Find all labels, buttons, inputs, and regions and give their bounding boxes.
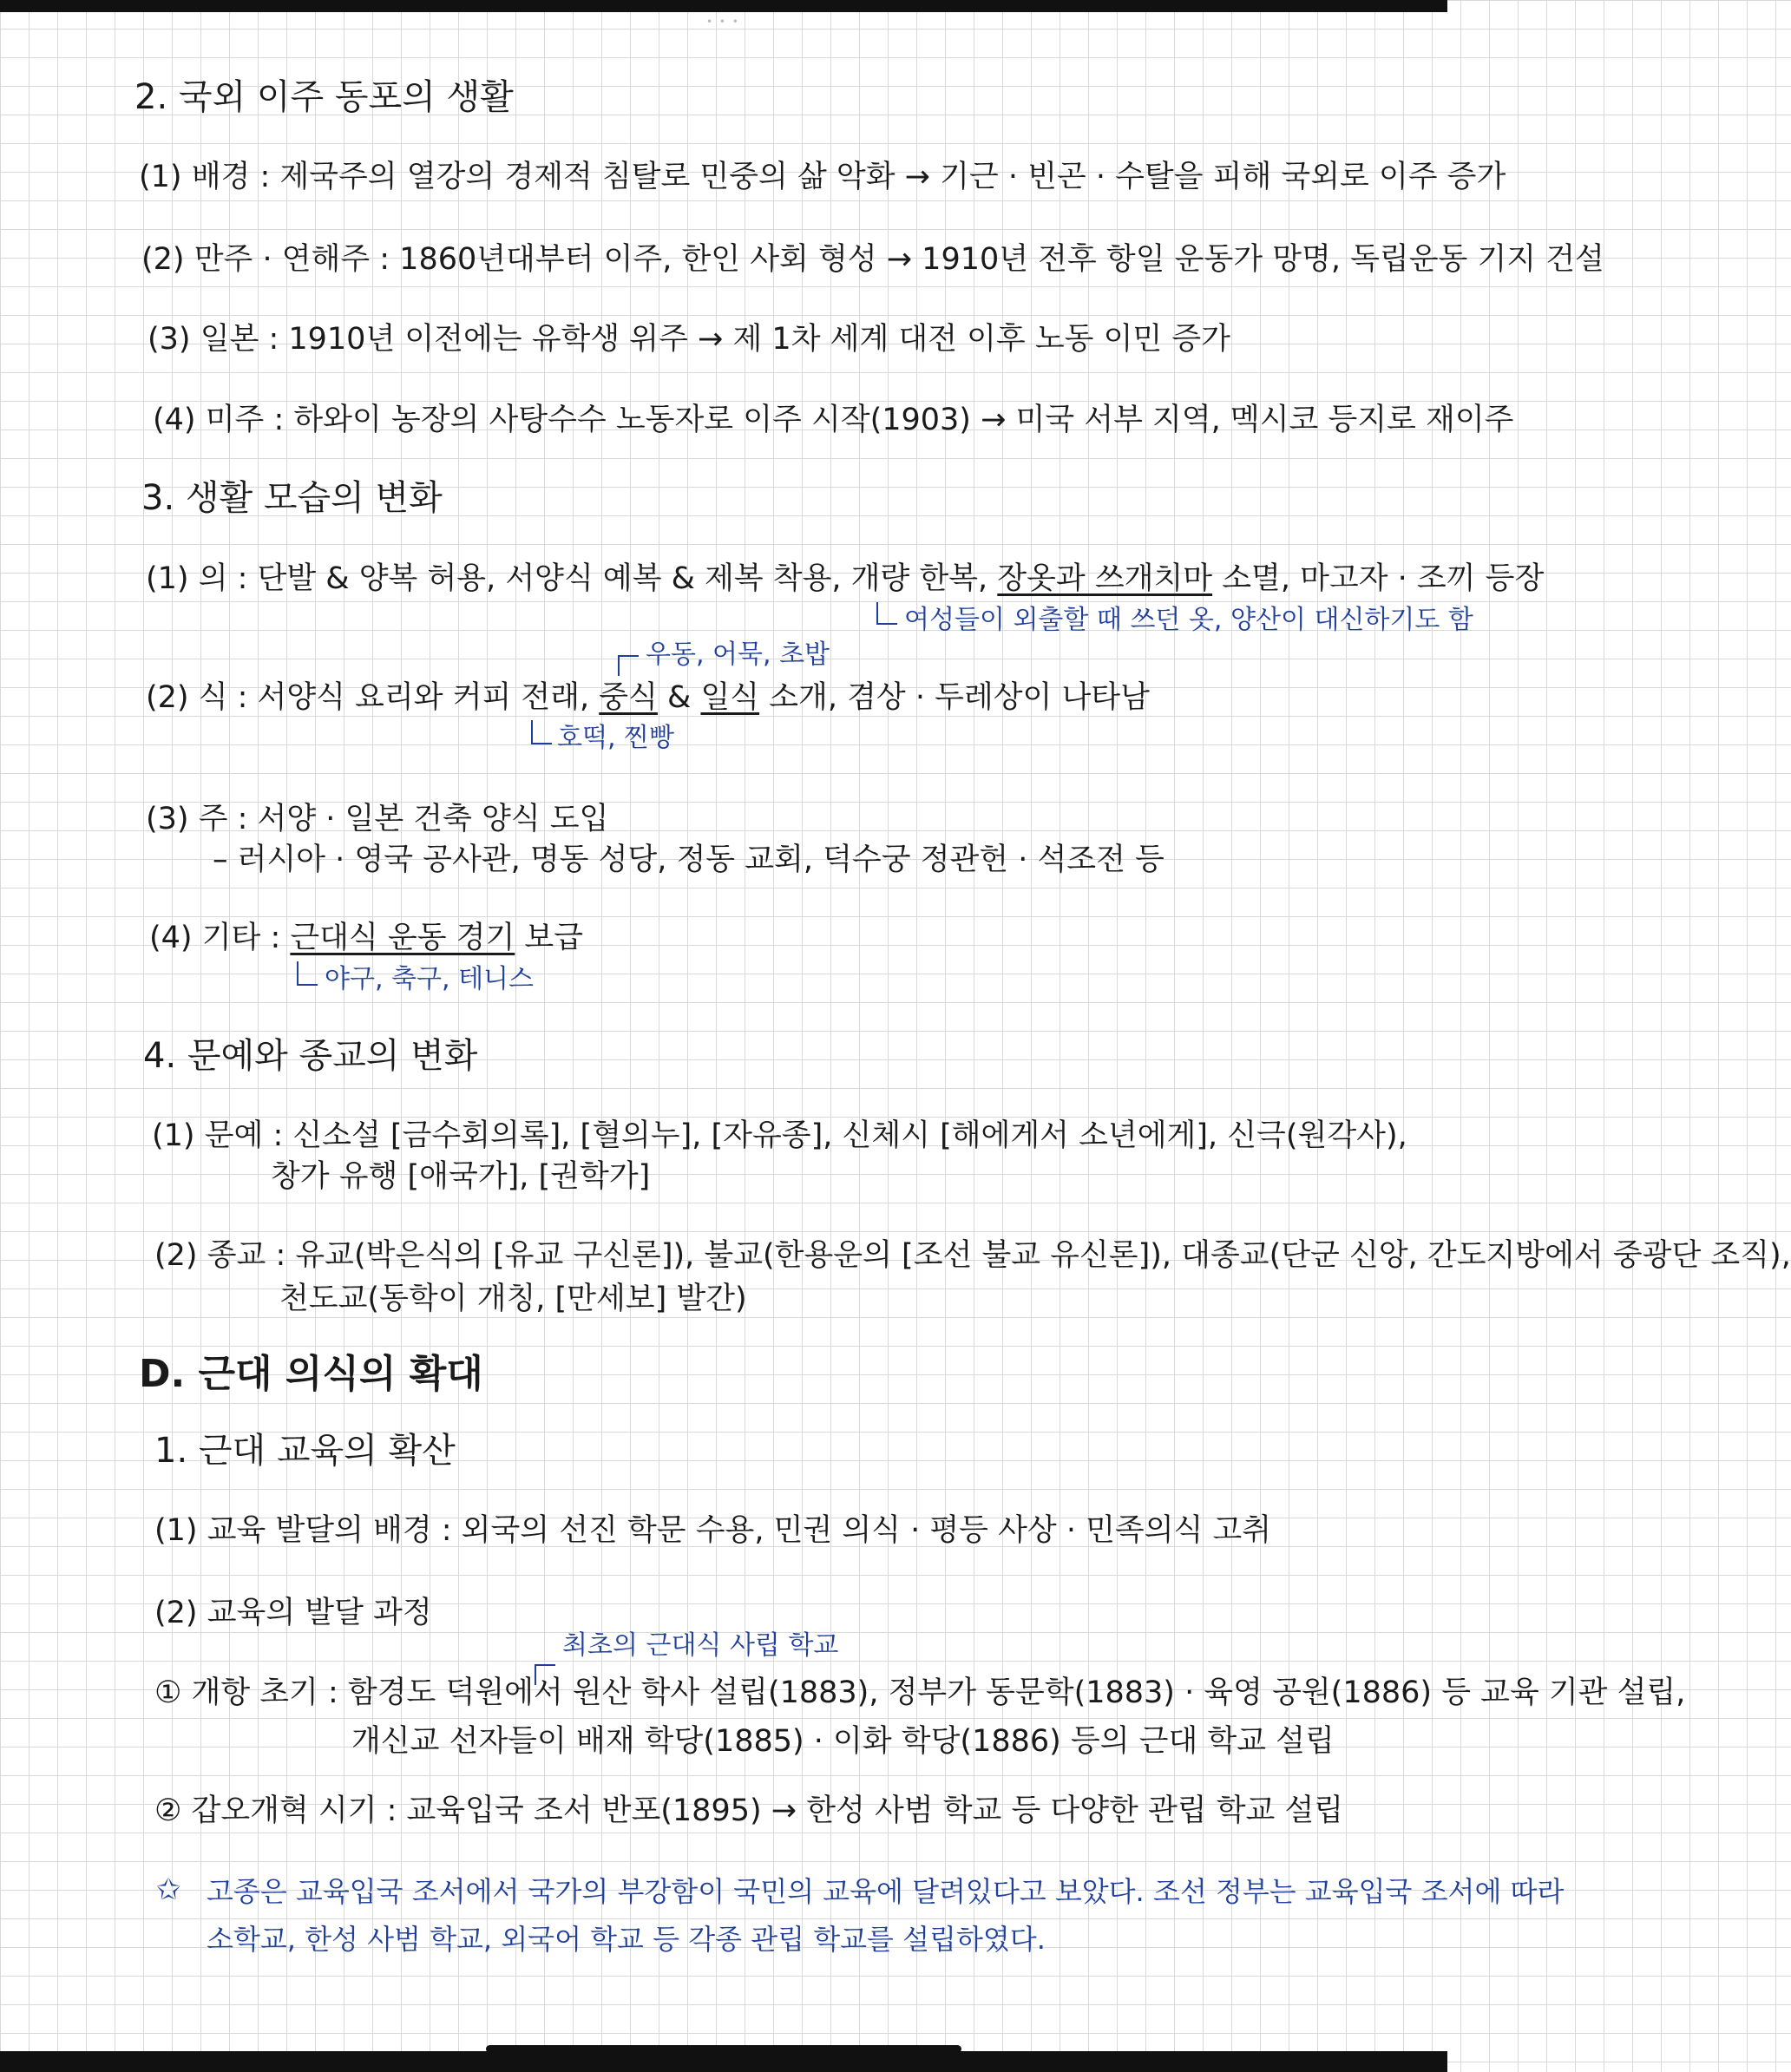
heading-emigrant-life: 2. 국외 이주 동포의 생활 [134,77,514,117]
note-gojong-1: 고종은 교육입국 조서에서 국가의 부강함이 국민의 교육에 달려있다고 보았다. 조선 정부는 교육입국 조서에 따라 [207,1875,1565,1908]
line-early-opening-1: ① 개항 초기 : 함경도 덕원에서 원산 학사 설립(1883), 정부가 동문학(1883) · 육영 공원(1886) 등 교육 기관 설립, [154,1675,1686,1710]
heading-culture-religion: 4. 문예와 종교의 변화 [143,1036,478,1076]
food-chinese: 중식 [599,680,658,715]
other-text-end: 보급 [515,921,584,955]
clothing-underlined: 장옷과 쓰개치마 [997,561,1213,596]
heading-modern-awareness: D. 근대 의식의 확대 [139,1352,483,1396]
food-text-end: 소개, 겸상 · 두레상이 나타남 [759,680,1150,715]
clothing-text: (1) 의 : 단발 & 양복 허용, 서양식 예복 & 제복 착용, 개량 한복, [146,561,998,596]
line-literature-2: 창가 유행 [애국가], [권학가] [271,1159,651,1194]
line-clothing [146,562,1544,596]
line-america: (4) 미주 : 하와이 농장의 사탕수수 노동자로 이주 시작(1903) → 미국 서부 지역, 멕시코 등지로 재이주 [153,403,1514,437]
line-food [146,681,1150,715]
heading-modern-education: 1. 근대 교육의 확산 [154,1431,456,1471]
clothing-text-end: 소멸, 마고자 · 조끼 등장 [1212,561,1545,596]
food-japanese: 일식 [700,680,760,715]
food-text: (2) 식 : 서양식 요리와 커피 전래, [146,680,600,715]
line-education-background: (1) 교육 발달의 배경 : 외국의 선진 학문 수용, 민권 의식 · 평등 사상 · 민족의식 고취 [154,1513,1272,1548]
food-amp: & [657,680,701,715]
note-arrow-icon [618,655,639,676]
note-arrow-icon [297,961,318,986]
line-religion-2: 천도교(동학이 개칭, [만세보] 발간) [279,1282,747,1316]
multitask-dots-icon[interactable]: • • • [706,16,740,28]
line-japan: (3) 일본 : 1910년 이전에는 유학생 위주 → 제 1차 세계 대전 이후 노동 이민 증가 [148,322,1230,357]
line-early-opening-2: 개신교 선자들이 배재 학당(1885) · 이화 학당(1886) 등의 근대 학교 설립 [351,1724,1335,1759]
note-arrow-icon [531,720,552,744]
top-bezel [0,0,1447,12]
note-first-private-school: 최초의 근대식 사립 학교 [562,1630,839,1661]
line-literature-1: (1) 문예 : 신소설 [금수회의록], [혈의누], [자유종], 신체시 [해에게서 소년에게], 신극(원각사), [152,1118,1407,1153]
note-arrow-icon [876,602,897,625]
line-housing-detail: – 러시아 · 영국 공사관, 명동 성당, 정동 교회, 덕수궁 정관헌 · 석조전 등 [213,843,1164,877]
line-housing: (3) 주 : 서양 · 일본 건축 양식 도입 [146,802,609,836]
line-manchuria: (2) 만주 · 연해주 : 1860년대부터 이주, 한인 사회 형성 → 1910년 전후 항일 운동가 망명, 독립운동 기지 건설 [141,242,1604,277]
note-clothing: 여성들이 외출할 때 쓰던 옷, 양산이 대신하기도 함 [904,605,1473,635]
other-underlined: 근대식 운동 경기 [290,921,515,955]
star-icon: ✩ [156,1872,181,1907]
line-education-process: (2) 교육의 발달 과정 [154,1596,432,1630]
note-japanese-food: 우동, 어묵, 초밥 [646,639,830,670]
note-chinese-food: 호떡, 찐빵 [557,723,674,753]
other-text: (4) 기타 : [149,921,291,955]
line-background: (1) 배경 : 제국주의 열강의 경제적 침탈로 민중의 삶 악화 → 기근 · 빈곤 · 수탈을 피해 국외로 이주 증가 [139,160,1506,194]
line-religion-1: (2) 종교 : 유교(박은식의 [유교 구신론]), 불교(한용운의 [조선 불교 유신론]), 대종교(단군 신앙, 간도지방에서 중광단 조직), [154,1238,1791,1273]
heading-life-changes: 3. 생활 모습의 변화 [141,478,443,518]
note-sports: 야구, 축구, 테니스 [325,964,535,994]
bottom-bezel [0,2051,1447,2072]
line-other [149,921,583,955]
note-gojong-2: 소학교, 한성 사범 학교, 외국어 학교 등 각종 관립 학교를 설립하였다. [207,1923,1046,1956]
line-gabo-reform: ② 갑오개혁 시기 : 교육입국 조서 반포(1895) → 한성 사범 학교 등 다양한 관립 학교 설립 [154,1793,1344,1828]
